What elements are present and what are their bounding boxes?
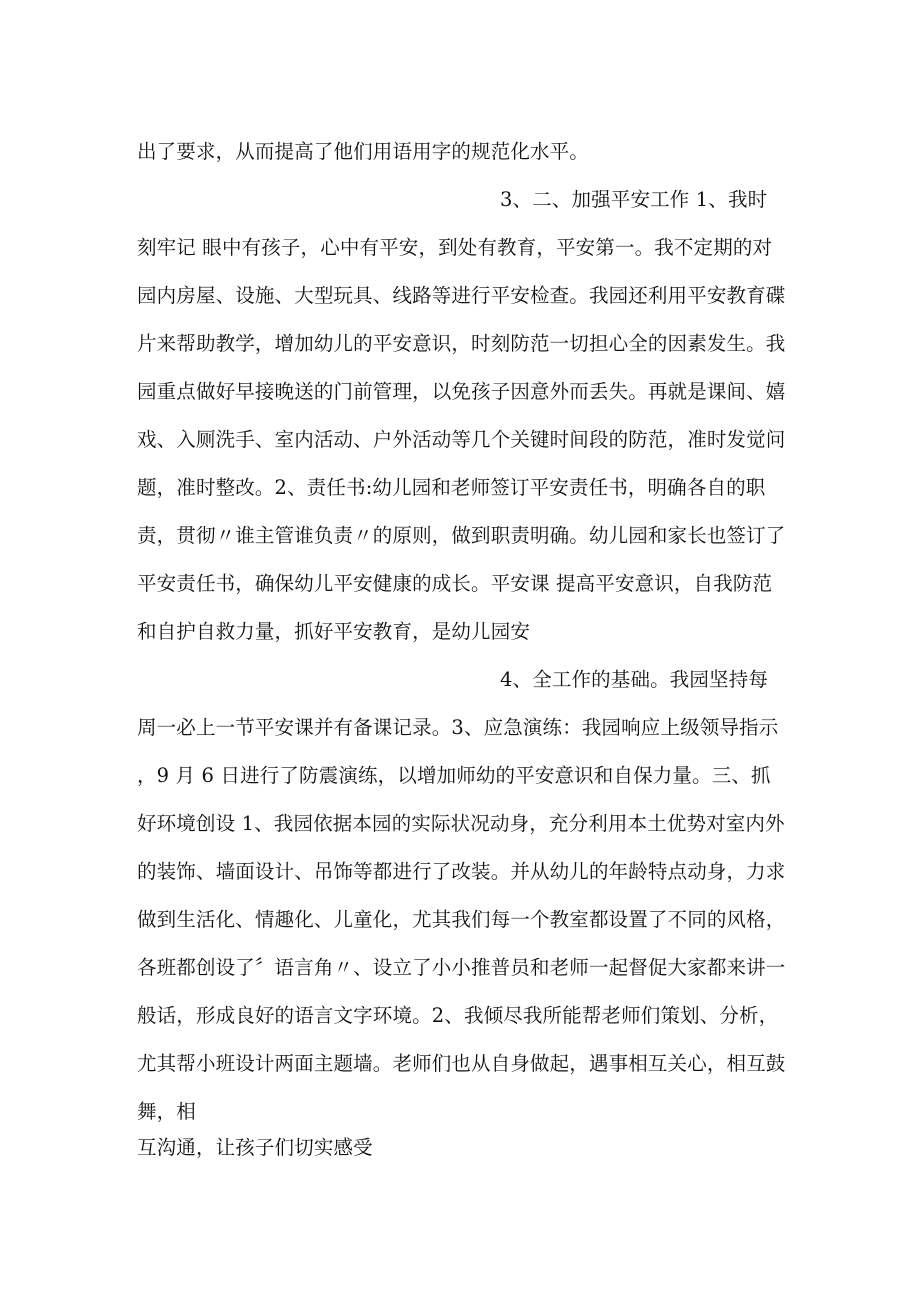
text-line: 尤其帮小班设计两面主题墙。老师们也从自身做起，遇事相互关心，相互鼓 [137,1052,786,1075]
text-line: 3、二、加强平安工作 1、我时 [500,188,768,211]
text-line: 刻牢记 眼中有孩子，心中有平安，到处有教育，平安第一。我不定期的对 [137,236,773,259]
text-line: 舞，相 [137,1100,196,1123]
text-line: 周一必上一节平安课并有备课记录。3、应急演练：我园响应上级领导指示 [137,716,779,739]
text-line: 的装饰、墙面设计、吊饰等都进行了改装。并从幼儿的年龄特点动身，力求 [137,860,786,883]
text-line: 平安责任书，确保幼儿平安健康的成长。平安课 提高平安意识，自我防范 [137,572,773,595]
text-line: 般话，形成良好的语言文字环境。2、我倾尽我所能帮老师们策划、分析， [137,1004,779,1027]
text-line: 园内房屋、设施、大型玩具、线路等进行平安检查。我园还利用平安教育碟 [137,284,786,307]
text-line: 园重点做好早接晚送的门前管理，以免孩子因意外而丢失。再就是课间、嬉 [137,380,786,403]
text-line: 各班都创设了〞语言角〃、设立了小小推普员和老师一起督促大家都来讲一 [137,956,786,979]
text-line: ，9 月 6 日进行了防震演练，以增加师幼的平安意识和自保力量。三、抓 [137,764,771,787]
text-line: 和自护自救力量，抓好平安教育，是幼儿园安 [137,620,531,643]
text-line: 戏、入厕洗手、室内活动、户外活动等几个关键时间段的防范，准时发觉问 [137,428,786,451]
text-line: 做到生活化、情趣化、儿童化，尤其我们每一个教室都设置了不同的风格， [137,908,786,931]
text-line: 责，贯彻〃谁主管谁负责〃的原则，做到职责明确。幼儿园和家长也签订了 [137,524,786,547]
text-line: 互沟通，让孩子们切实感受 [137,1136,373,1159]
text-line: 4、全工作的基础。我园坚持每 [500,668,769,691]
text-line: 题，准时整改。2、责任书:幼儿园和老师签订平安责任书，明确各自的职 [137,476,766,499]
text-line: 好环境创设 1、我园依据本园的实际状况动身，充分利用本土优势对室内外 [137,812,785,835]
text-line: 出了要求，从而提高了他们用语用字的规范化水平。 [137,140,589,163]
text-line: 片来帮助教学，增加幼儿的平安意识，时刻防范一切担心全的因素发生。我 [137,332,786,355]
